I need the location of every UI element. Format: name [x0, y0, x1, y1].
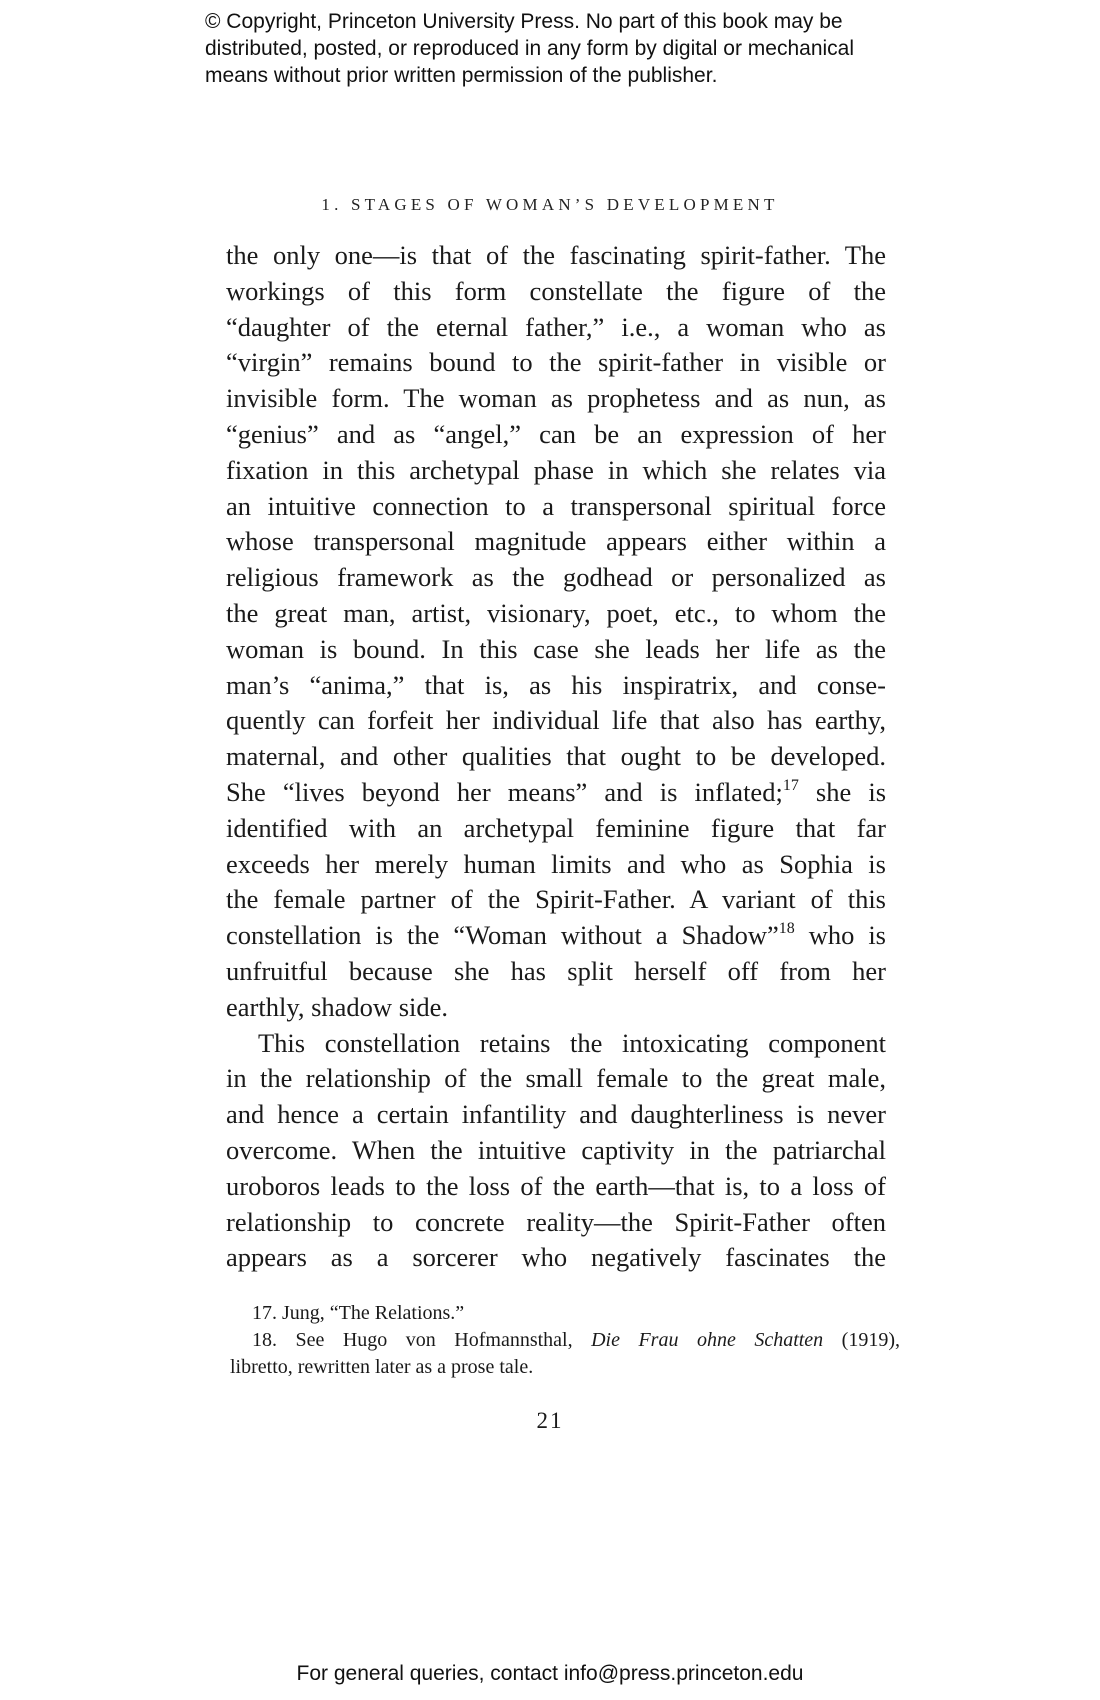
footnote-text: (1919),	[823, 1329, 900, 1351]
footnote-ref-18: 18	[778, 920, 795, 938]
text-line: woman is bound. In this case she leads her life as the	[226, 633, 886, 664]
footnote-text: 18. See Hugo von Hofmannsthal,	[252, 1329, 592, 1351]
text-line: the female partner of the Spirit-Father. A variant of this	[226, 884, 886, 915]
footnote-17: 17. Jung, “The Relations.”	[252, 1302, 465, 1324]
text-line: the only one—is that of the fascinating spirit-father. The	[226, 240, 886, 270]
text-line: fixation in this archetypal phase in which she relates via	[226, 454, 886, 485]
copyright-line: means without prior written permission of the publisher.	[205, 64, 718, 87]
text-line: “virgin” remains bound to the spirit-father in visible or	[226, 347, 886, 378]
text-line: identified with an archetypal feminine figure that far	[226, 812, 886, 843]
footnote-ref-17: 17	[782, 776, 799, 794]
text-line: uroboros leads to the loss of the earth—that is, to a loss of	[226, 1170, 886, 1201]
text-line: earthly, shadow side.	[226, 991, 449, 1022]
paragraph-start-line: This constellation retains the intoxicating component	[258, 1027, 886, 1058]
text-line: and hence a certain infantility and daughterliness is never	[226, 1099, 886, 1130]
body-text	[226, 238, 886, 1276]
text-line: quently can forfeit her individual life that also has earthy,	[226, 705, 886, 736]
footnotes	[230, 1300, 900, 1381]
footnote-18	[230, 1327, 900, 1354]
text-segment: constellation is the “Woman without a Shadow”	[226, 920, 779, 951]
text-line: man’s “anima,” that is, as his inspiratrix, and conse-	[226, 669, 886, 700]
running-head: 1. STAGES OF WOMAN’S DEVELOPMENT	[321, 195, 779, 214]
text-line: whose transpersonal magnitude appears either within a	[226, 526, 886, 557]
text-line: overcome. When the intuitive captivity in the patriarchal	[226, 1134, 886, 1165]
text-segment: she is	[798, 776, 887, 807]
page-number: 21	[536, 1408, 564, 1433]
text-line: appears as a sorcerer who negatively fascinates the	[226, 1242, 886, 1273]
footnote-work-title: Die Frau ohne Schatten	[591, 1329, 824, 1351]
contact-footer: For general queries, contact info@press.princeton.edu	[296, 1662, 804, 1685]
text-line: an intuitive connection to a transpersonal spiritual force	[226, 490, 886, 521]
text-line: workings of this form constellate the figure of the	[226, 275, 886, 306]
text-line: invisible form. The woman as prophetess and as nun, as	[226, 383, 886, 414]
text-line: relationship to concrete reality—the Spirit-Father often	[226, 1206, 886, 1237]
text-line: maternal, and other qualities that ought to be developed.	[226, 741, 886, 772]
text-line: in the relationship of the small female to the great male,	[226, 1063, 886, 1094]
text-segment: She “lives beyond her means” and is inflated;	[226, 776, 783, 807]
copyright-notice	[205, 8, 925, 89]
text-line-with-note-17	[226, 775, 886, 811]
text-line: the great man, artist, visionary, poet, etc., to whom the	[226, 597, 886, 628]
copyright-line: © Copyright, Princeton University Press. No part of this book may be	[205, 10, 843, 33]
text-segment: who is	[794, 920, 886, 951]
text-line: religious framework as the godhead or personalized as	[226, 562, 886, 593]
text-line: exceeds her merely human limits and who as Sophia is	[226, 848, 886, 879]
text-line: unfruitful because she has split herself off from her	[226, 955, 886, 986]
copyright-line: distributed, posted, or reproduced in any form by digital or mechanical	[205, 37, 855, 60]
text-line: “genius” and as “angel,” can be an expression of her	[226, 418, 886, 449]
footnote-18-continued: libretto, rewritten later as a prose tale.	[230, 1356, 534, 1378]
text-line: “daughter of the eternal father,” i.e., a woman who as	[226, 311, 886, 342]
text-line-with-note-18	[226, 918, 886, 954]
